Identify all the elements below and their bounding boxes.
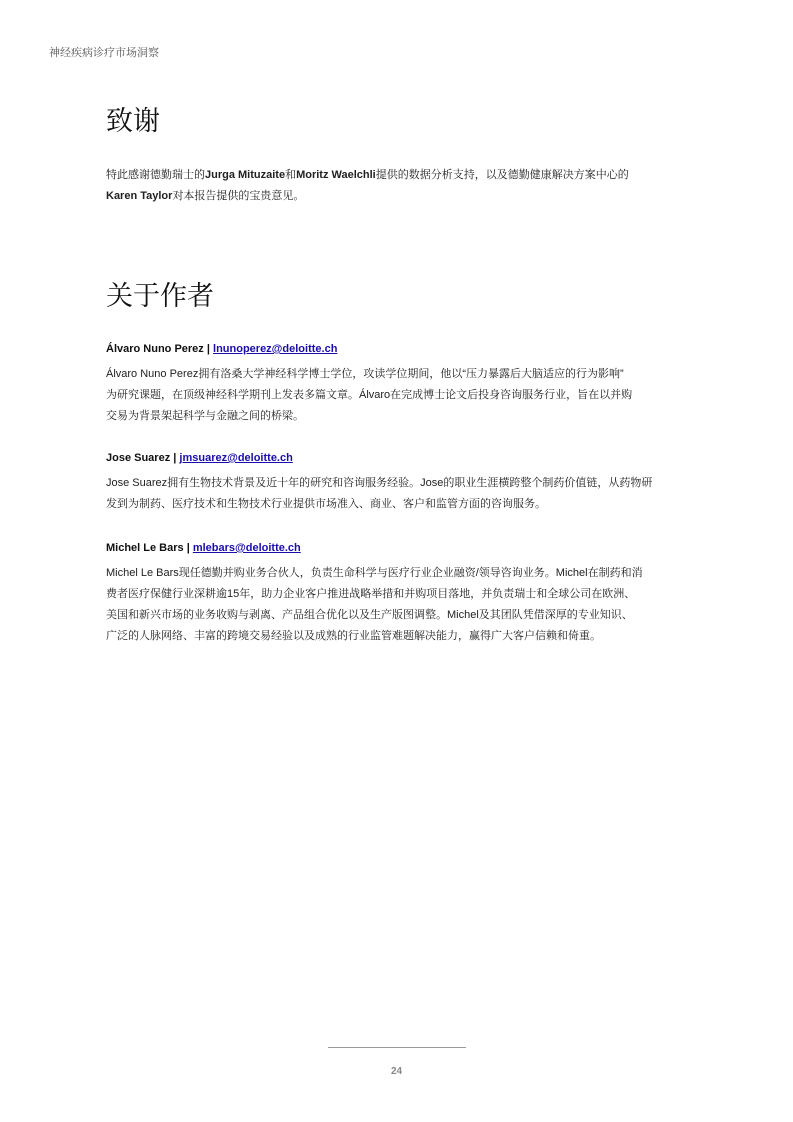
bio-line: 美国和新兴市场的业务收购与剥离、产品组合优化以及生产版图调整。Michel及其团队凭借深厚的专业知识、 <box>106 609 633 621</box>
running-header: 神经疾病诊疗市场洞察 <box>49 47 159 59</box>
acknowledgements-title: 致谢 <box>106 106 160 136</box>
bio-line: Álvaro Nuno Perez拥有洛桑大学神经科学博士学位，攻读学位期间，他以“压力暴露后大脑适应的行为影响” <box>106 368 624 380</box>
ack-name-3: Karen Taylor <box>106 190 173 202</box>
author-name: Álvaro Nuno Perez <box>106 343 204 355</box>
author-heading <box>106 343 337 355</box>
page-number: 24 <box>390 1066 403 1077</box>
author-separator: | <box>183 542 193 554</box>
author-bio <box>106 473 691 515</box>
ack-text-4: 对本报告提供的宝贵意见。 <box>172 190 305 202</box>
authors-title: 关于作者 <box>106 281 214 311</box>
acknowledgements-text <box>106 165 691 207</box>
ack-name-2: Moritz Waelchli <box>296 169 376 181</box>
bio-line: 广泛的人脉网络、丰富的跨境交易经验以及成熟的行业监管难题解决能力，赢得广大客户信赖和倚重。 <box>106 630 601 642</box>
author-email-link[interactable]: lnunoperez@deloitte.ch <box>213 343 338 355</box>
author-name: Michel Le Bars <box>106 542 184 554</box>
author-email-link[interactable]: jmsuarez@deloitte.ch <box>179 452 293 464</box>
author-bio <box>106 364 691 427</box>
bio-line: 发到为制药、医疗技术和生物技术行业提供市场准入、商业、客户和监管方面的咨询服务。 <box>106 498 546 510</box>
author-separator: | <box>170 452 180 464</box>
footer-divider <box>328 1047 466 1048</box>
bio-line: 交易为背景架起科学与金融之间的桥梁。 <box>106 410 304 422</box>
author-separator: | <box>203 343 214 355</box>
author-name: Jose Suarez <box>106 452 171 464</box>
author-heading <box>106 542 301 554</box>
bio-line: 为研究课题，在顶级神经科学期刊上发表多篇文章。Álvaro在完成博士论文后投身咨询服务行业，旨在以并购 <box>106 389 633 401</box>
ack-text-3: 提供的数据分析支持，以及德勤健康解决方案中心的 <box>375 169 629 181</box>
bio-line: Jose Suarez拥有生物技术背景及近十年的研究和咨询服务经验。Jose的职业生涯横跨整个制药价值链，从药物研 <box>106 477 653 489</box>
bio-line: Michel Le Bars现任德勤并购业务合伙人，负责生命科学与医疗行业企业融资/领导咨询业务。Michel在制药和消 <box>106 567 643 579</box>
author-heading <box>106 452 293 464</box>
ack-text-2: 和 <box>285 169 297 181</box>
author-bio <box>106 563 691 647</box>
ack-text-1: 特此感谢德勤瑞士的 <box>106 169 205 181</box>
author-email-link[interactable]: mlebars@deloitte.ch <box>192 542 301 554</box>
bio-line: 费者医疗保健行业深耕逾15年，助力企业客户推进战略举措和并购项目落地，并负责瑞士和全球公司在欧洲、 <box>106 588 636 600</box>
ack-name-1: Jurga Mituzaite <box>205 169 286 181</box>
